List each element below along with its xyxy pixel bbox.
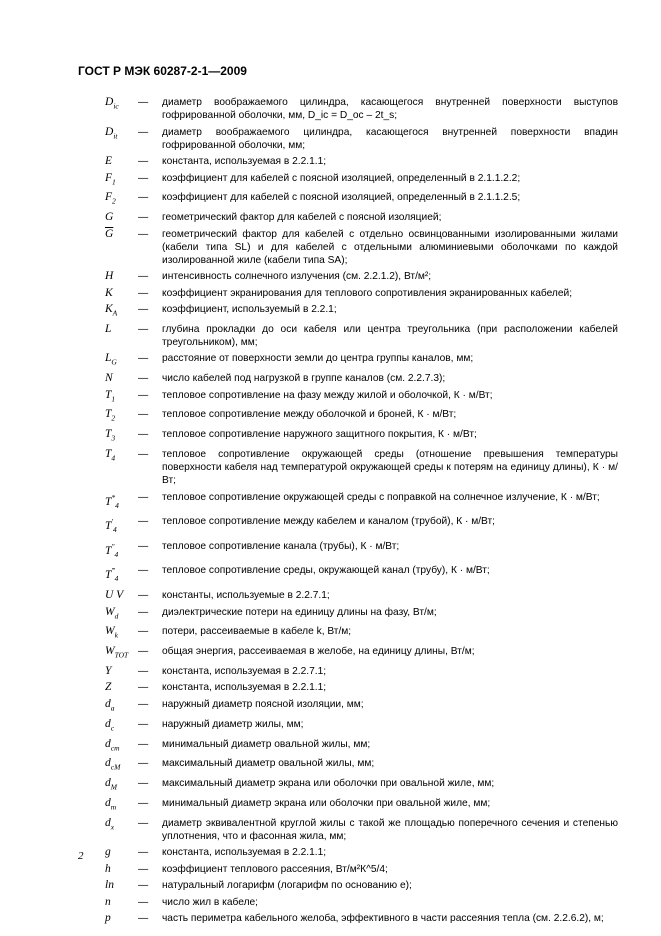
dash-separator: — — [138, 665, 149, 677]
symbol-row — [78, 718, 618, 734]
symbol-description: максимальный диаметр овальной жилы, мм; — [162, 758, 375, 770]
dash-separator: — — [138, 913, 149, 925]
symbol: $T_2$ — [105, 408, 116, 423]
symbol-row — [78, 191, 618, 207]
symbol-description: тепловое сопротивление наружного защитного покрытия, К · м/Вт; — [162, 429, 477, 441]
symbol: $W_{TOT}$ — [105, 645, 129, 660]
symbol-row — [78, 681, 618, 694]
symbol: $T'_4$ — [105, 517, 117, 535]
symbol-row — [78, 777, 618, 793]
dash-separator: — — [138, 172, 149, 184]
dash-separator: — — [138, 718, 149, 730]
dash-separator: — — [138, 353, 149, 365]
symbol-description: тепловое сопротивление окружающей среды с поправкой на солнечное излучение, К · м/Вт; — [162, 491, 600, 503]
symbol-row — [78, 228, 618, 267]
symbol-row — [78, 287, 618, 300]
symbol-row — [78, 665, 618, 678]
symbol-description: коэффициент для кабелей с поясной изоляцией, определенный в 2.1.1.2.5; — [162, 192, 521, 204]
symbol: $d_M$ — [105, 777, 117, 792]
symbol-row — [78, 323, 618, 349]
symbol: $T''_4$ — [105, 541, 119, 559]
symbol-description: диаметр эквивалентной круглой жилы с такой же площадью поперечного сечения и степенью уплотнения, что и фасонная жила, мм; — [162, 817, 618, 842]
dash-separator: — — [138, 449, 149, 461]
symbol-row — [78, 817, 618, 843]
symbol-description: геометрический фактор для кабелей с поясной изоляцией; — [162, 212, 442, 224]
dash-separator: — — [138, 738, 149, 750]
dash-separator: — — [138, 863, 149, 875]
symbol-description: коэффициент, используемый в 2.2.1; — [162, 304, 337, 316]
symbol: n — [105, 895, 111, 908]
symbol: $d_c$ — [105, 717, 115, 733]
dash-separator: — — [138, 97, 149, 108]
symbol-description: наружный диаметр поясной изоляции, мм; — [162, 698, 364, 710]
symbol-description: тепловое сопротивление канала (трубы), К · м/Вт; — [162, 540, 400, 552]
symbol-description: константа, используемая в 2.2.1.1; — [162, 156, 327, 167]
dash-separator: — — [138, 491, 149, 503]
symbol: $D_{it}$ — [105, 125, 118, 140]
symbol-description: интенсивность солнечного излучения (см. 2.2.1.2), Вт/м²; — [162, 271, 432, 283]
symbol-description: константа, используемая в 2.2.1.1; — [162, 847, 327, 859]
symbol-row — [78, 408, 618, 424]
symbol: $D_{ic}$ — [105, 96, 119, 111]
symbol-row — [78, 428, 618, 444]
dash-separator: — — [138, 626, 149, 638]
standard-header: ГОСТ Р МЭК 60287-2-1—2009 — [78, 64, 247, 78]
symbol-description: минимальный диаметр овальной жилы, мм; — [162, 738, 371, 750]
symbol: K — [105, 286, 113, 299]
symbol-description: константа, используемая в 2.2.7.1; — [162, 665, 327, 677]
symbol: ln — [105, 879, 114, 892]
dash-separator: — — [138, 778, 149, 790]
symbol-row — [78, 912, 618, 925]
symbol: $T^*_4$ — [105, 492, 119, 510]
symbol-description: коэффициент экранирования для теплового сопротивления экранированных кабелей; — [162, 287, 573, 299]
symbol: p — [105, 912, 111, 925]
symbol-row — [78, 540, 618, 561]
dash-separator: — — [138, 590, 149, 602]
symbol-row — [78, 896, 618, 909]
symbol-description: натуральный логарифм (логарифм по основанию e); — [162, 880, 412, 892]
symbol-description: коэффициент для кабелей с поясной изоляцией, определенный в 2.1.1.2.2; — [162, 172, 521, 184]
symbol: E — [105, 155, 113, 167]
symbol: $W_k$ — [105, 625, 118, 640]
symbol-row — [78, 564, 618, 585]
dash-separator: — — [138, 540, 149, 552]
symbol: Y — [105, 664, 112, 677]
symbol-description: тепловое сопротивление на фазу между жилой и оболочкой, К · м/Вт; — [162, 389, 493, 401]
symbol-row — [78, 172, 618, 188]
symbol-description: геометрический фактор для кабелей с отдельно освинцованными изолированными жилами (кабели типа SL) и для кабелей с отдельными алюминиевыми оболочками по каждой изолированной жиле (кабели типа SA); — [162, 228, 618, 266]
symbol-description: расстояние от поверхности земли до центра группы каналов, мм; — [162, 353, 474, 365]
symbol-description: тепловое сопротивление между кабелем и каналом (трубой), К · м/Вт; — [162, 516, 496, 528]
symbol-description: тепловое сопротивление окружающей среды (отношение превышения температуры поверхности кабеля над температурой окружающей среды к потерям на единицу длины), К · м/Вт; — [162, 449, 618, 487]
dash-separator: — — [138, 271, 149, 283]
symbol-row — [78, 372, 618, 385]
symbol-description: число кабелей под нагрузкой в группе каналов (см. 2.2.7.3); — [162, 373, 446, 385]
symbol: $F_2$ — [105, 191, 116, 206]
symbol-description: коэффициент теплового рассеяния, Вт/м²К^5/4; — [162, 863, 388, 875]
symbol: $L_G$ — [105, 352, 117, 367]
symbol-row — [78, 270, 618, 283]
symbol-description: тепловое сопротивление среды, окружающей канал (трубу), К · м/Вт; — [162, 565, 490, 577]
symbol-description: диаметр воображаемого цилиндра, касающегося внутренней поверхности впадин гофрированной оболочки, мм; — [162, 126, 618, 151]
symbol: $d_x$ — [105, 816, 115, 832]
symbol-row — [78, 698, 618, 714]
symbol-description: общая энергия, рассеиваемая в желобе, на единицу длины, Вт/м; — [162, 646, 475, 658]
dash-separator: — — [138, 304, 149, 316]
symbol-description: тепловое сопротивление между оболочкой и броней, К · м/Вт; — [162, 409, 457, 421]
dash-separator: — — [138, 758, 149, 770]
dash-separator: — — [138, 192, 149, 204]
symbol: $K_A$ — [105, 303, 118, 318]
dash-separator: — — [138, 126, 149, 138]
symbol-row — [78, 303, 618, 319]
dash-separator: — — [138, 516, 149, 528]
dash-separator: — — [138, 847, 149, 859]
symbol: H — [105, 270, 114, 283]
symbol-row — [78, 606, 618, 622]
symbol: $T_3$ — [105, 428, 116, 443]
dash-separator: — — [138, 156, 149, 167]
symbol-row — [78, 126, 618, 152]
dash-separator: — — [138, 896, 149, 908]
symbol: $T_4$ — [105, 448, 116, 463]
symbol-row — [78, 625, 618, 641]
dash-separator: — — [138, 817, 149, 829]
symbol-description: наружный диаметр жилы, мм; — [162, 718, 304, 730]
dash-separator: — — [138, 682, 149, 694]
symbol-row — [78, 491, 618, 512]
symbol: $d_{cm}$ — [105, 737, 120, 752]
symbol-row — [78, 879, 618, 892]
dash-separator: — — [138, 880, 149, 892]
symbol: Z — [105, 681, 112, 694]
symbol-description: потери, рассеиваемые в кабеле k, Вт/м; — [162, 626, 352, 638]
symbol-row — [78, 738, 618, 754]
dash-separator: — — [138, 409, 149, 421]
symbol-row — [78, 389, 618, 405]
dash-separator: — — [138, 429, 149, 441]
dash-separator: — — [138, 606, 149, 618]
symbol: $d_{cM}$ — [105, 757, 121, 772]
dash-separator: — — [138, 228, 149, 240]
symbol-list — [78, 96, 618, 929]
symbol-description: число жил в кабеле; — [162, 896, 259, 908]
symbol-row — [78, 352, 618, 368]
symbol-row — [78, 155, 618, 168]
symbol: U V — [105, 589, 124, 602]
dash-separator: — — [138, 323, 149, 335]
dash-separator: — — [138, 287, 149, 299]
symbol: N — [105, 372, 113, 385]
symbol-description: диаметр воображаемого цилиндра, касающегося внутренней поверхности выступов гофрированной оболочки, мм, D_ic = D_oc – 2t_s; — [162, 97, 618, 121]
symbol-description: константа, используемая в 2.2.1.1; — [162, 682, 327, 694]
dash-separator: — — [138, 698, 149, 710]
dash-separator: — — [138, 797, 149, 809]
symbol: $W_d$ — [105, 605, 119, 620]
symbol: $T^‴_4$ — [105, 566, 119, 584]
symbol-row — [78, 211, 618, 224]
symbol-description: максимальный диаметр экрана или оболочки при овальной жиле, мм; — [162, 778, 495, 790]
symbol-row — [78, 515, 618, 536]
dash-separator: — — [138, 212, 149, 224]
symbol: $d_a$ — [105, 697, 115, 713]
symbol-row — [78, 757, 618, 773]
symbol: L — [105, 322, 112, 335]
symbol: $T_1$ — [105, 388, 116, 403]
symbol: $\overline{G}$ — [105, 227, 114, 240]
symbol: $d_m$ — [105, 796, 117, 812]
symbol: g — [105, 846, 111, 859]
symbol-description: минимальный диаметр экрана или оболочки при овальной жиле, мм; — [162, 797, 491, 809]
symbol-row — [78, 448, 618, 487]
symbol-description: часть периметра кабельного желоба, эффективного в части рассеяния тепла (см. 2.2.6.2), м; — [162, 913, 604, 925]
symbol-description: константы, используемые в 2.2.7.1; — [162, 590, 330, 602]
symbol: $F_1$ — [105, 171, 116, 186]
symbol-row — [78, 96, 618, 122]
symbol: G — [105, 211, 114, 224]
symbol-description: диэлектрические потери на единицу длины на фазу, Вт/м; — [162, 606, 437, 618]
symbol-row — [78, 846, 618, 859]
dash-separator: — — [138, 565, 149, 577]
dash-separator: — — [138, 389, 149, 401]
symbol: h — [105, 862, 111, 875]
symbol-row — [78, 797, 618, 813]
dash-separator: — — [138, 646, 149, 658]
dash-separator: — — [138, 373, 149, 385]
symbol-description: глубина прокладки до оси кабеля или центра треугольника (при расположении кабелей треугольником), мм; — [162, 323, 618, 348]
symbol-row — [78, 645, 618, 661]
symbol-row — [78, 863, 618, 876]
page-number: 2 — [78, 850, 84, 862]
symbol-row — [78, 589, 618, 602]
